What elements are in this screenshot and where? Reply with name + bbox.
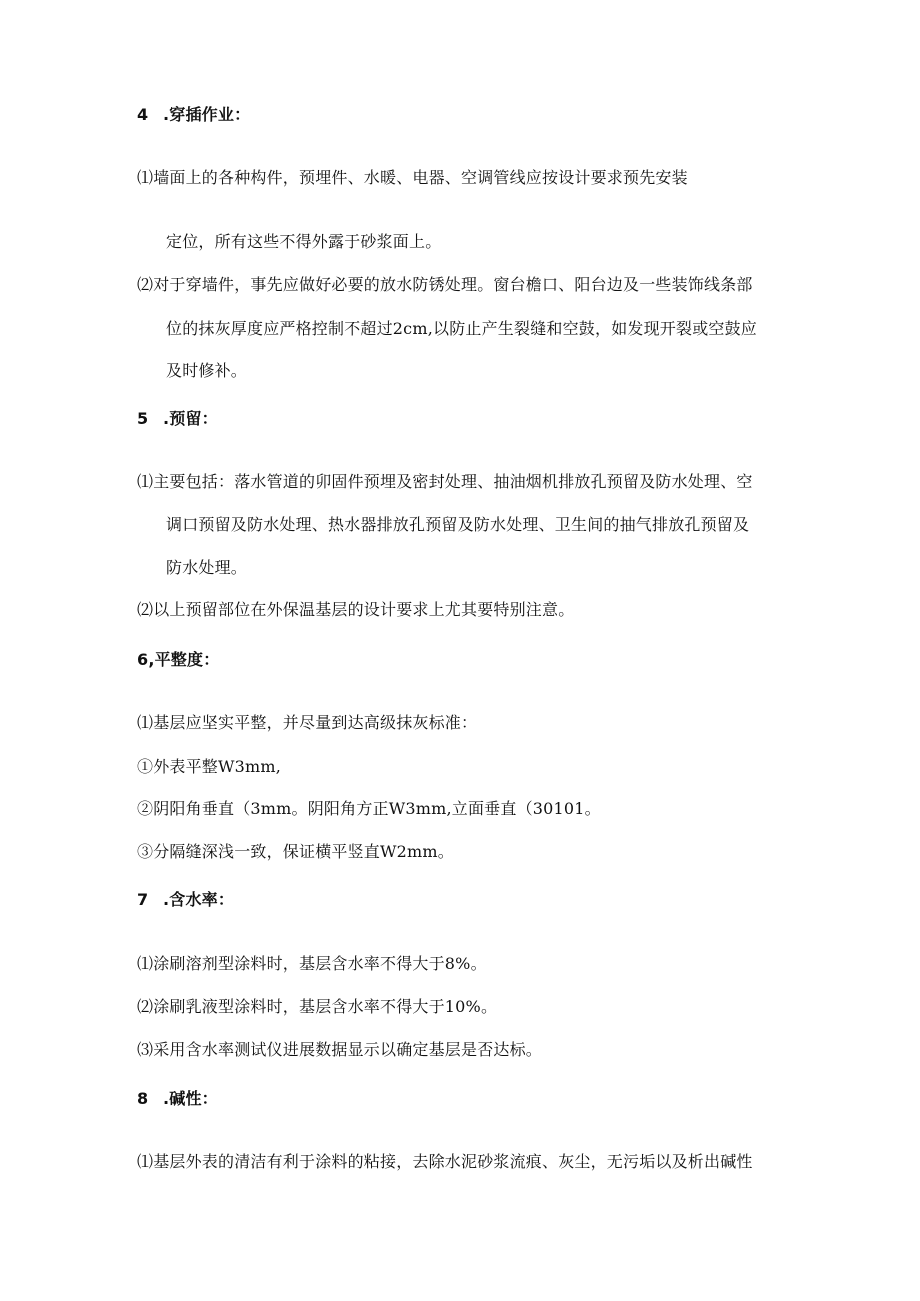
section-title: .穿插作业： [163,105,251,124]
paragraph-line: 位的抹灰厚度应严格控制不超过2cm,以防止产生裂缝和空鼓，如发现开裂或空鼓应 [166,319,757,338]
section-title: .预留： [163,409,218,428]
paragraph-line: ③分隔缝深浅一致，保证横平竖直W2mm。 [137,842,454,861]
paragraph-line: 定位，所有这些不得外露于砂浆面上。 [166,232,442,251]
paragraph-line: 及时修补。 [166,361,248,380]
paragraph-line: ⑴涂刷溶剂型涂料时，基层含水率不得大于8%。 [137,954,487,973]
section-heading-7 [137,889,234,911]
paragraph-line: ⑵涂刷乳液型涂料时，基层含水率不得大于10%。 [137,997,498,1016]
paragraph-line: ⑴基层外表的清洁有利于涂料的粘接，去除水泥砂浆流痕、灰尘，无污垢以及析出碱性 [137,1152,753,1171]
section-number: 8 [137,1089,149,1108]
paragraph-line: ②阴阳角垂直（3mm。阴阳角方正W3mm,立面垂直（30101。 [137,799,601,818]
section-number: 7 [137,890,149,909]
section-title: .碱性： [163,1089,218,1108]
section-heading-4 [137,104,250,126]
paragraph-line: ⑵对于穿墙件，事先应做好必要的放水防锈处理。窗台檐口、阳台边及一些装饰线条部 [137,275,753,294]
section-number: 4 [137,105,149,124]
paragraph-line: ⑶采用含水率测试仪进展数据显示以确定基层是否达标。 [137,1040,543,1059]
section-title: 6,平整度： [137,650,220,669]
section-heading-6 [137,649,219,671]
section-heading-5 [137,408,218,430]
section-title: .含水率： [163,890,235,909]
paragraph-line: 防水处理。 [166,558,248,577]
paragraph-line: ⑴墙面上的各种构件，预埋件、水暖、电器、空调管线应按设计要求预先安装 [137,168,688,187]
paragraph-line: 调口预留及防水处理、热水器排放孔预留及防水处理、卫生间的抽气排放孔预留及 [166,515,750,534]
paragraph-line: ⑵以上预留部位在外保温基层的设计要求上尤其要特别注意。 [137,600,575,619]
section-heading-8 [137,1088,218,1110]
paragraph-line: ⑴基层应坚实平整，并尽量到达高级抹灰标准： [137,713,478,732]
section-number: 5 [137,409,149,428]
paragraph-line: ⑴主要包括：落水管道的卯固件预埋及密封处理、抽油烟机排放孔预留及防水处理、空 [137,472,753,491]
paragraph-line: ①外表平整W3mm, [137,757,282,776]
